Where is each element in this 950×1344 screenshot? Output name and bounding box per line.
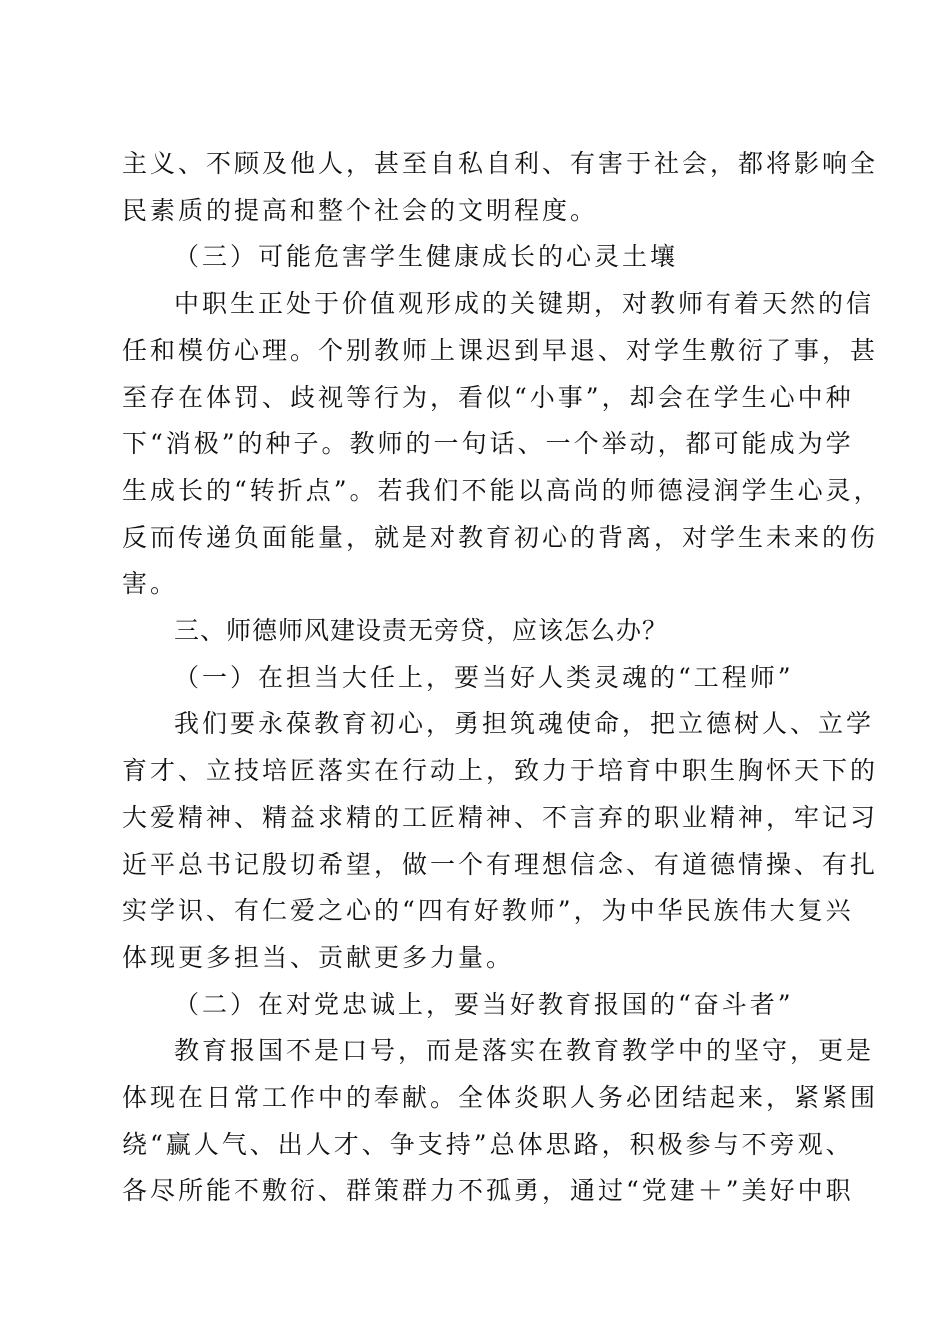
text-line: 近平总书记殷切希望，做一个有理想信念、有道德情操、有扎: [122, 849, 879, 879]
text-line: 教育报国不是口号，而是落实在教育教学中的坚守，更是: [174, 1036, 875, 1066]
paragraph-striver: [122, 1028, 879, 1215]
text-line: 中职生正处于价值观形成的关键期，对教师有着天然的信: [174, 289, 875, 319]
text-line: 体现在日常工作中的奉献。全体炎职人务必团结起来，紧紧围: [122, 1083, 879, 1113]
text-line: 育才、立技培匠落实在行动上，致力于培育中职生胸怀天下的: [122, 756, 879, 786]
text-line: 生成长的“转折点”。若我们不能以高尚的师德浸润学生心灵，: [122, 475, 882, 505]
text-line: 各尽所能不敷衍、群策群力不孤勇，通过“党建＋”美好中职: [122, 1176, 854, 1206]
paragraph-continuation: [122, 141, 879, 234]
text-line: 体现更多担当、贡献更多力量。: [122, 942, 515, 972]
subheading-text: （一）在担当大任上，要当好人类灵魂的“工程师”: [174, 662, 794, 692]
section-heading-3: [122, 608, 822, 655]
subheading-text: （二）在对党忠诚上，要当好教育报国的“奋斗者”: [174, 989, 794, 1019]
subheading-text: （三）可能危害学生健康成长的心灵土壤: [174, 242, 679, 272]
paragraph-student-growth: [122, 281, 882, 608]
text-line: 民素质的提高和整个社会的文明程度。: [122, 195, 599, 225]
text-line: 至存在体罚、歧视等行为，看似“小事”，却会在学生心中种: [122, 382, 854, 412]
subheading-3: [122, 234, 822, 281]
text-line: 下“消极”的种子。教师的一句话、一个举动，都可能成为学: [122, 429, 854, 459]
text-line: 反而传递负面能量，就是对教育初心的背离，对学生未来的伤: [122, 522, 879, 552]
text-line: 任和模仿心理。个别教师上课迟到早退、对学生敷衍了事，甚: [122, 335, 879, 365]
subheading-1: [122, 655, 822, 702]
paragraph-engineer: [122, 701, 879, 981]
text-line: 主义、不顾及他人，甚至自私自利、有害于社会，都将影响全: [122, 149, 879, 178]
heading-text: 三、师德师风建设责无旁贷，应该怎么办？: [174, 616, 669, 646]
document-page: [122, 141, 882, 1215]
text-line: 绕“赢人气、出人才、争支持”总体思路，积极参与不旁观、: [122, 1129, 854, 1159]
subheading-2: [122, 982, 822, 1029]
text-line: 大爱精神、精益求精的工匠精神、不言弃的职业精神，牢记习: [122, 802, 879, 832]
text-line: 我们要永葆教育初心，勇担筑魂使命，把立德树人、立学: [174, 709, 875, 739]
text-line: 害。: [122, 569, 179, 599]
text-line: 实学识、有仁爱之心的“四有好教师”，为中华民族伟大复兴: [122, 896, 854, 926]
